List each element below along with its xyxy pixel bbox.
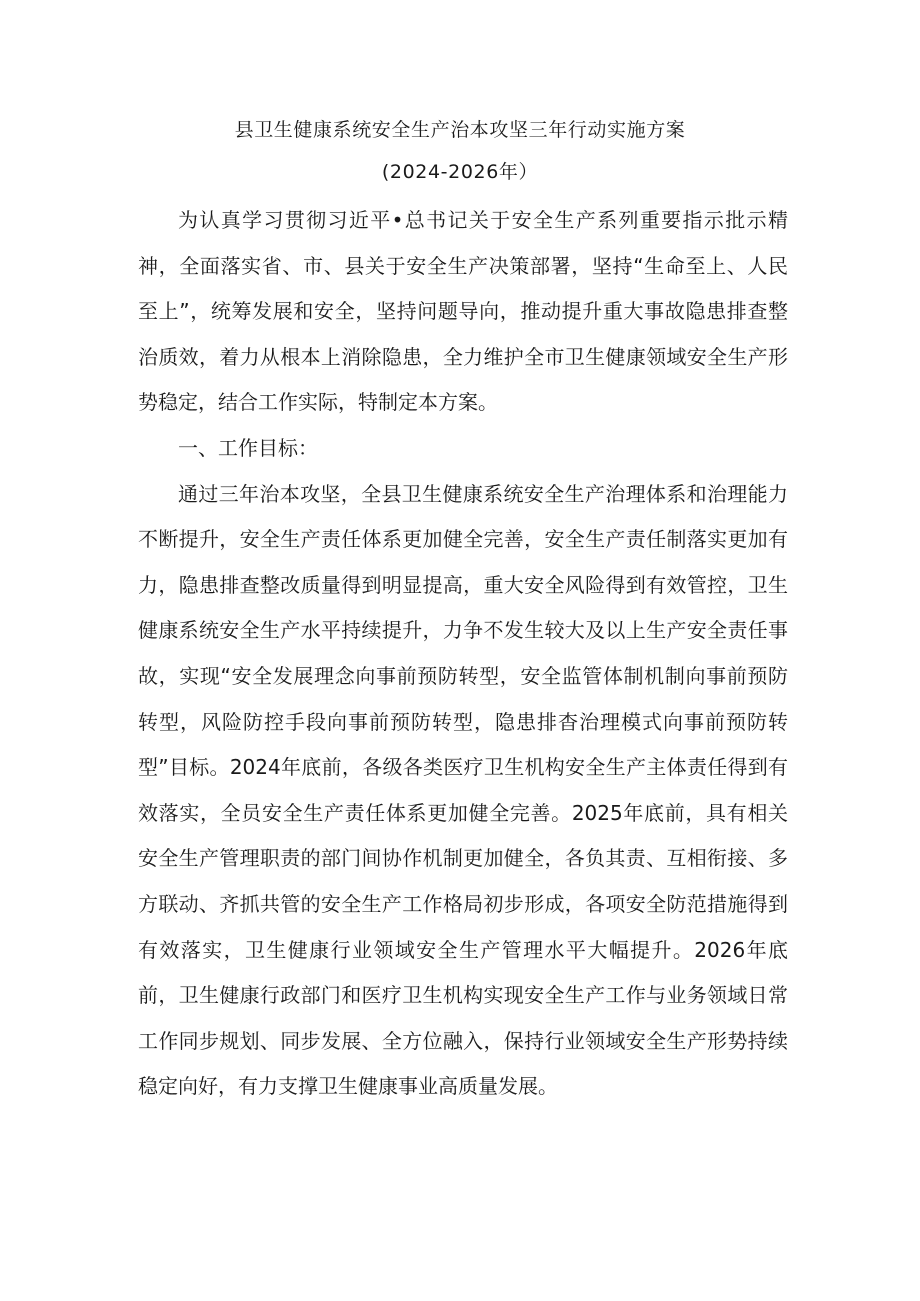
goals-paragraph: 通过三年治本攻坚，全县卫生健康系统安全生产治理体系和治理能力不断提升，安全生产责任体系更加健全完善，安全生产责任制落实更加有力，隐患排查整改质量得到明显提高，重大安全风险得到有效管控，卫生健康系统安全生产水平持续提升，力争不发生较大及以上生产安全责任事故，实现“安全发展理念向事前预防转型，安全监管体制机制向事前预防转型，风险防控手段向事前预防转型，隐患排杳治理模式向事前预防转型”目标。2024年底前，各级各类医疗卫生机构安全生产主体责任得到有效落实，全员安全生产责任体系更加健全完善。2025年底前，具有相关安全生产管理职责的部门间协作机制更加健全，各负其责、互相衔接、多方联动、齐抓共管的安全生产工作格局初步形成，各项安全防范措施得到有效落实，卫生健康行业领域安全生产管理水平大幅提升。2026年底前，卫生健康行政部门和医疗卫生机构实现安全生产工作与业务领域日常工作同步规划、同步发展、全方位融入，保持行业领域安全生产形势持续稳定向好，有力支撑卫生健康事业高质量发展。 [138,481,788,1099]
section-heading-goals: 一、工作目标： [178,435,318,460]
document-body [138,198,788,1110]
document-title: 县卫生健康系统安全生产治本攻坚三年行动实施方案 [234,119,686,141]
document-subtitle: (2024-2026年） [381,161,539,183]
intro-paragraph: 为认真学习贯彻习近平•总书记关于安全生产系列重要指示批示精神，全面落实省、市、县关于安全生产决策部署，坚持“生命至上、人民至上”，统筹发展和安全，坚持问题导向，推动提升重大事故隐患排查整治质效，着力从根本上消除隐患，全力维护全市卫生健康领域安全生产形势稳定，结合工作实际，特制定本方案。 [138,208,788,415]
